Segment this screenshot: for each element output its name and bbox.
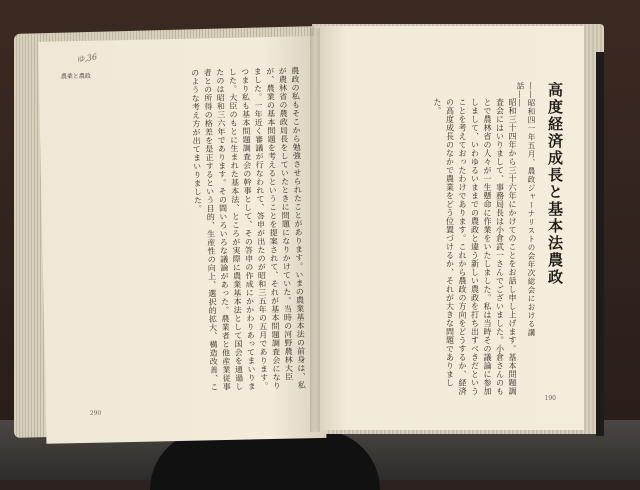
book-cover-edge: [596, 52, 604, 436]
left-page-number: 290: [89, 409, 102, 417]
running-head: 農業と農政: [60, 72, 91, 81]
left-page: [38, 36, 326, 444]
chapter-subtitle: ――昭和四一年五月、農政ジャーナリストの会年次総会における講話――: [516, 82, 536, 337]
chapter-title: 高度経済成長と基本法農政: [546, 82, 564, 286]
right-page-body-text: 昭和三十四年から三十六年にかけてのことをお話し申し上げます。基本問題調査会にはいりまして、事務局長は小倉武一さんでございました。小倉さんのもとで農林省の人々が一生懸命に作業をいたしました。私は当時その議論に参加しまして、いわゆるいままでの農政と違う新しい農政を打ち出すべきだということを考えておったわけであります。これから農政の方向をどうするか、経済の高度成長のなかで農業をどう位置づけるか、それが大きな問題でありました。: [433, 98, 517, 396]
book-gutter: [310, 28, 320, 432]
chapter-title-block: [510, 82, 566, 342]
open-book: [14, 22, 604, 434]
handwritten-note: ゆ,36: [75, 52, 98, 65]
left-page-body-text: 農政の私もそこから勉強させられたことがあります。いまの農業基本法の前身は、私が農林省の農政局長をしていたときに問題になりかけていた。当時の河野農林大臣が、農業の基本問題を考えるということを提案されて、それが基本問題調査会になりました。一年近く審議が行なわれて、答申が出たのが昭和三五年の五月であります。つまり私も基本問題調査会の幹事として、その答申の作成にかかわりあってまいりました。大臣のもとに生まれた基本法、ところが実際に農業基本法として国会を通過したのは昭和三六年であります。その間いろいろな議論があった。農業者と他産業従事者との所得の格差を是正するという目的、生産性の向上、選択的拡大、構造改善、このような考え方が出てまいりました。: [190, 66, 307, 392]
right-page-number: 190: [544, 395, 556, 402]
right-page: [314, 26, 584, 430]
